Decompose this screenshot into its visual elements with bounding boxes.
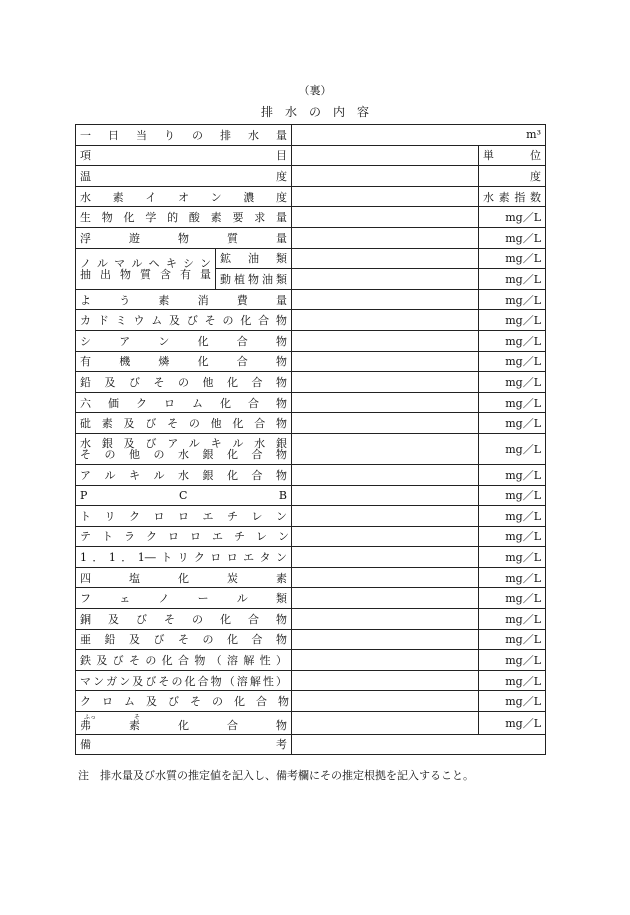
daily-volume-label: 一 日 当 り の 排 水 量: [76, 125, 292, 146]
item-label: フ ェ ノ ー ル 類: [76, 588, 292, 609]
page-side-label: （裏）: [298, 84, 332, 97]
table-row: [76, 464, 546, 485]
unit-label: mg／L: [479, 207, 546, 228]
unit-label: mg／L: [479, 712, 546, 735]
unit-label: 度: [479, 166, 546, 187]
table-row-column-header: [76, 145, 546, 166]
unit-label: mg／L: [479, 248, 546, 269]
normal-hexane-label: [76, 248, 216, 289]
value-cell[interactable]: [292, 145, 479, 166]
footnote: 注 排水量及び水質の推定値を記入し、備考欄にその推定根拠を記入すること。: [78, 769, 474, 782]
unit-label: mg／L: [479, 392, 546, 413]
ruby-fu: ふっ: [84, 713, 97, 721]
value-cell[interactable]: [292, 186, 479, 207]
value-cell[interactable]: [292, 310, 479, 331]
unit-label: mg／L: [479, 609, 546, 630]
mineral-oil-label: 鉱 油 類: [216, 248, 292, 269]
item-label: ト リ ク ロ ロ エ チ レ ン: [76, 506, 292, 527]
remarks-cell[interactable]: [292, 734, 546, 755]
table-row: [76, 629, 546, 650]
table-row: [76, 207, 546, 228]
table-row: [76, 526, 546, 547]
item-label: 温 度: [76, 166, 292, 187]
table-row: [76, 392, 546, 413]
unit-label: mg／L: [479, 433, 546, 464]
value-cell[interactable]: [292, 691, 479, 712]
table-row-remarks: [76, 734, 546, 755]
item-label: 浮 遊 物 質 量: [76, 227, 292, 248]
value-cell[interactable]: [292, 392, 479, 413]
value-cell[interactable]: [292, 433, 479, 464]
item-label: 銅及びその化合物: [76, 609, 292, 630]
table-row: [76, 413, 546, 434]
unit-label: mg／L: [479, 567, 546, 588]
table-row: [76, 227, 546, 248]
table-row: [76, 650, 546, 671]
item-label: マンガン及びその化合物（溶解性）: [76, 670, 292, 691]
item-label: 水 素 イ オ ン 濃 度: [76, 186, 292, 207]
item-label: 1．1．1―トリクロロエタン: [76, 547, 292, 568]
table-row: [76, 310, 546, 331]
value-cell[interactable]: [292, 650, 479, 671]
table-row: [76, 166, 546, 187]
value-cell[interactable]: [292, 372, 479, 393]
item-label: シ ア ン 化 合 物: [76, 330, 292, 351]
fluorine-label: [76, 712, 292, 735]
table-row-daily-volume: [76, 125, 546, 146]
value-cell[interactable]: [292, 629, 479, 650]
value-cell[interactable]: [292, 269, 479, 290]
table-row: [76, 670, 546, 691]
value-cell[interactable]: [292, 567, 479, 588]
table-row: [76, 330, 546, 351]
value-cell[interactable]: [292, 207, 479, 228]
unit-label: mg／L: [479, 485, 546, 506]
unit-label: mg／L: [479, 670, 546, 691]
normal-hexane-line2: 抽出物質含有量: [80, 267, 211, 281]
unit-label: mg／L: [479, 547, 546, 568]
table-row: [76, 186, 546, 207]
value-cell[interactable]: [292, 485, 479, 506]
value-cell[interactable]: [292, 464, 479, 485]
item-label: ク ロ ム 及 び そ の 化 合 物: [76, 691, 292, 712]
table-row: [76, 485, 546, 506]
unit-label: mg／L: [479, 269, 546, 290]
value-cell[interactable]: [292, 330, 479, 351]
item-label: カドミウム及びその化合物: [76, 310, 292, 331]
value-cell[interactable]: [292, 526, 479, 547]
table-row: [76, 351, 546, 372]
value-cell[interactable]: [292, 413, 479, 434]
unit-label: mg／L: [479, 351, 546, 372]
remarks-label: 備 考: [76, 734, 292, 755]
value-cell[interactable]: [292, 506, 479, 527]
mercury-line2: その他の水銀化合物: [80, 447, 287, 461]
mercury-label: [76, 433, 292, 464]
item-label: 有 機 燐 化 合 物: [76, 351, 292, 372]
table-row: [76, 506, 546, 527]
unit-label: mg／L: [479, 526, 546, 547]
value-cell[interactable]: [292, 670, 479, 691]
unit-label: mg／L: [479, 629, 546, 650]
normal-hexane-line1: ノルマルヘキシン: [80, 256, 211, 270]
item-label: 亜鉛及びその化合物: [76, 629, 292, 650]
unit-label: 水素指数: [479, 186, 546, 207]
ruby-so: そ: [134, 713, 141, 721]
item-label: 砒素及びその他化合物: [76, 413, 292, 434]
item-label: 四 塩 化 炭 素: [76, 567, 292, 588]
table-row: [76, 567, 546, 588]
unit-label: mg／L: [479, 413, 546, 434]
value-cell[interactable]: [292, 351, 479, 372]
unit-label: mg／L: [479, 372, 546, 393]
table-row: [76, 588, 546, 609]
table-row: [76, 547, 546, 568]
unit-label: mg／L: [479, 650, 546, 671]
unit-label: mg／L: [479, 227, 546, 248]
item-label: 鉄及びその化合物（溶解性）: [76, 650, 292, 671]
item-label: テ ト ラ ク ロ ロ エ チ レ ン: [76, 526, 292, 547]
value-cell[interactable]: [292, 289, 479, 310]
item-label: 六 価 ク ロ ム 化 合 物: [76, 392, 292, 413]
unit-label: mg／L: [479, 588, 546, 609]
value-cell[interactable]: [292, 712, 479, 735]
table-row-fluorine: [76, 712, 546, 735]
table-row: [76, 609, 546, 630]
mercury-line1: 水銀及びアルキル水銀: [80, 436, 287, 450]
unit-label: mg／L: [479, 464, 546, 485]
item-column-header: 項 目: [76, 145, 292, 166]
table-row-normal-hexane: [76, 248, 546, 269]
unit-label: mg／L: [479, 691, 546, 712]
fluorine-text: 弗 素 化 合 物: [80, 718, 287, 732]
item-label: P C B: [76, 485, 292, 506]
value-cell[interactable]: [292, 166, 479, 187]
table-row: [76, 289, 546, 310]
table-row-mercury: [76, 433, 546, 464]
fluorine-ruby: [80, 715, 287, 720]
item-label: よ う 素 消 費 量: [76, 289, 292, 310]
unit-column-header: 単 位: [479, 145, 546, 166]
daily-volume-unit: m³: [292, 125, 546, 146]
table-row: [76, 372, 546, 393]
unit-label: mg／L: [479, 289, 546, 310]
value-cell[interactable]: [292, 588, 479, 609]
page-title: 排 水 の 内 容: [260, 105, 369, 119]
value-cell[interactable]: [292, 227, 479, 248]
item-label: 鉛及びその他化合物: [76, 372, 292, 393]
unit-label: mg／L: [479, 330, 546, 351]
value-cell[interactable]: [292, 547, 479, 568]
item-label: 生物化学的酸素要求量: [76, 207, 292, 228]
unit-label: mg／L: [479, 506, 546, 527]
item-label: ア ル キ ル 水 銀 化 合 物: [76, 464, 292, 485]
unit-label: mg／L: [479, 310, 546, 331]
drainage-content-table: [75, 124, 546, 755]
value-cell[interactable]: [292, 609, 479, 630]
animal-plant-oil-label: 動植物油類: [216, 269, 292, 290]
table-row: [76, 691, 546, 712]
value-cell[interactable]: [292, 248, 479, 269]
